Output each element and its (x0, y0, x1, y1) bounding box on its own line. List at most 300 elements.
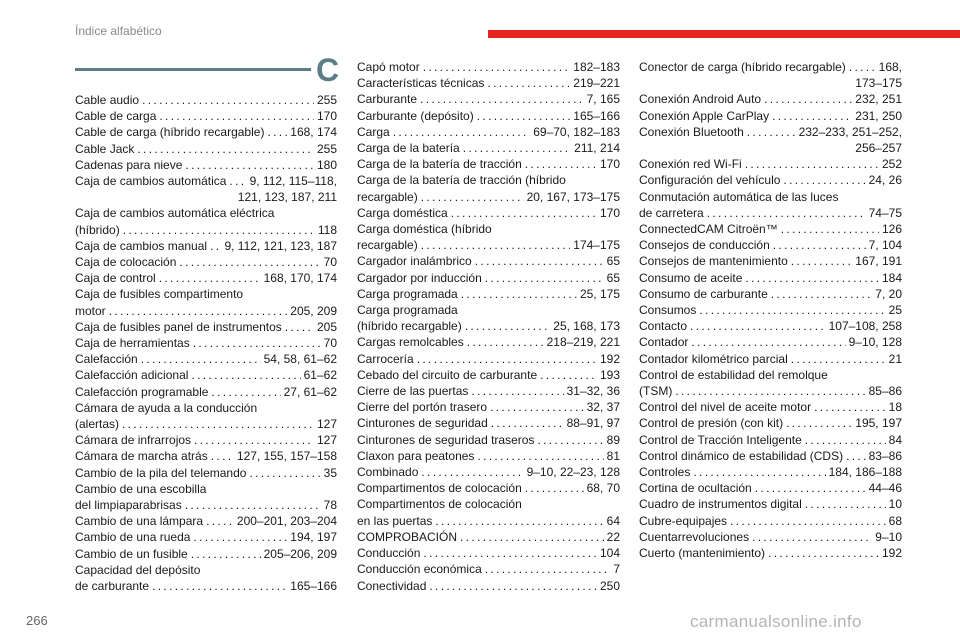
entry-pages: 218–219, 221 (546, 335, 620, 350)
entry-term: Consumos (639, 303, 697, 318)
entry-pages: 168, (878, 60, 902, 74)
dot-leader (421, 464, 523, 480)
dot-leader (421, 189, 524, 205)
entry-pages: 231, 250 (855, 108, 902, 123)
index-entry (75, 529, 337, 545)
dot-leader (461, 286, 577, 302)
entry-term: Consumo de carburante (639, 286, 768, 301)
index-entry (639, 399, 902, 415)
dot-leader (771, 286, 873, 302)
entry-term: Consumo de aceite (639, 270, 743, 285)
entry-term: Cargador por inducción (357, 270, 482, 285)
entry-pages: 7 (613, 562, 620, 577)
entry-term: Conexión red Wi-Fi (639, 157, 742, 172)
index-entry (357, 448, 620, 464)
entry-term: Calefacción (75, 352, 138, 367)
entry-term: Carga programada (357, 286, 458, 301)
entry-pages: 18 (888, 400, 902, 415)
header-title: Índice alfabético (75, 24, 162, 38)
entry-pages: 232–233, 251–252, (798, 124, 902, 139)
entry-term: Carga de la batería (357, 141, 460, 156)
entry-term: Carga doméstica (357, 205, 448, 220)
entry-pages: 127 (316, 433, 337, 448)
entry-term: en las puertas (357, 513, 433, 528)
dot-leader (747, 124, 796, 140)
index-entry (639, 108, 902, 124)
entry-term: Contador kilométrico parcial (639, 351, 788, 366)
entry-term-line: Caja de fusibles compartimento (75, 287, 244, 302)
entry-pages: 127, 155, 157–158 (236, 449, 337, 464)
index-entry (75, 124, 337, 140)
index-entry (75, 173, 337, 189)
entry-pages: 252 (881, 157, 902, 172)
entry-pages: 74–75 (868, 205, 902, 220)
entry-pages: 89 (606, 432, 620, 447)
dot-leader (137, 141, 314, 157)
dot-leader (194, 432, 314, 448)
index-entry (75, 141, 337, 157)
entry-term: Consejos de conducción (639, 238, 770, 253)
entry-term-line: Carga programada (357, 303, 458, 318)
dot-leader (423, 545, 597, 561)
entry-term: Carga (357, 124, 390, 139)
index-entry (357, 383, 620, 399)
dot-leader (191, 546, 261, 562)
entry-term: motor (75, 303, 106, 318)
index-entry (357, 432, 620, 448)
dot-leader (487, 75, 570, 91)
dot-leader (193, 529, 287, 545)
entry-pages: 205 (316, 319, 337, 334)
entry-term: Calefacción programable (75, 384, 209, 399)
entry-pages: 27, 61–62 (283, 384, 337, 399)
index-entry (357, 237, 620, 253)
index-entry (639, 464, 902, 480)
dot-leader (179, 254, 320, 270)
entry-pages: 78 (323, 498, 337, 513)
entry-pages: 70 (323, 336, 337, 351)
entry-pages: 182–183 (573, 60, 620, 74)
dot-leader (786, 415, 852, 431)
dot-leader (491, 415, 564, 431)
entry-pages: 255 (316, 93, 337, 107)
entry-term: Conectividad (357, 578, 427, 593)
index-entry (639, 270, 902, 286)
dot-leader (805, 432, 886, 448)
entry-pages: 9–10, 22–23, 128 (526, 465, 620, 480)
index-entry (357, 108, 620, 124)
entry-pages: 168, 174 (290, 125, 337, 140)
index-entry (639, 318, 902, 334)
entry-pages: 184 (881, 270, 902, 285)
index-entry (75, 448, 337, 464)
index-entry (75, 157, 337, 173)
index-entry (639, 334, 902, 350)
index-entry (75, 254, 337, 270)
index-entry (75, 465, 337, 481)
index-entry (357, 367, 620, 383)
index-entry (357, 286, 620, 302)
index-entry (75, 497, 337, 513)
dot-leader (485, 270, 604, 286)
entry-term: Caja de colocación (75, 255, 177, 270)
index-entry (357, 545, 620, 561)
entry-term-line: Cambio de una escobilla (75, 481, 207, 496)
index-entry (357, 189, 620, 205)
dot-leader (752, 529, 872, 545)
dot-leader (210, 238, 221, 254)
entry-term-line: Control de estabilidad del remolque (639, 367, 828, 382)
entry-term: Cadenas para nieve (75, 157, 183, 172)
entry-pages: 195, 197 (855, 416, 902, 431)
entry-pages: 9–10, 128 (848, 335, 902, 350)
entry-pages-continued: 121, 123, 187, 211 (237, 190, 337, 205)
entry-term: Cambio de una rueda (75, 530, 191, 545)
dot-leader (745, 156, 879, 172)
dot-leader (451, 205, 597, 221)
dot-leader (730, 513, 886, 529)
entry-pages: 232, 251 (855, 92, 902, 107)
entry-pages: 24, 26 (868, 173, 902, 188)
entry-term: Cambio de un fusible (75, 546, 188, 561)
entry-term: Carburante (depósito) (357, 108, 474, 123)
index-column-3 (639, 59, 902, 561)
index-entry (75, 416, 337, 432)
dot-leader (773, 237, 866, 253)
entry-term: Capó motor (357, 60, 420, 74)
dot-leader (485, 561, 611, 577)
entry-term: Configuración del vehículo (639, 173, 781, 188)
entry-term: Caja de cambios manual (75, 238, 208, 253)
index-entry (357, 529, 620, 545)
index-entry (639, 432, 902, 448)
index-entry (75, 238, 337, 254)
index-entry (639, 351, 902, 367)
dot-leader (185, 497, 321, 513)
dot-leader (229, 173, 246, 189)
section-divider (75, 68, 311, 71)
dot-leader (471, 383, 563, 399)
entry-pages: 7, 104 (868, 238, 902, 253)
index-entry (639, 237, 902, 253)
entry-term: Cinturones de seguridad (357, 416, 488, 431)
index-entry (357, 578, 620, 594)
entry-pages: 165–166 (290, 579, 337, 594)
dot-leader (768, 545, 879, 561)
entry-pages: 31–32, 36 (566, 384, 620, 399)
entry-pages: 200–201, 203–204 (236, 514, 337, 529)
dot-leader (791, 351, 886, 367)
dot-leader (805, 496, 886, 512)
entry-pages-continued: 173–175 (855, 76, 902, 91)
index-entry (75, 578, 337, 594)
entry-pages: 107–108, 258 (828, 319, 902, 334)
index-entry (639, 59, 902, 75)
entry-pages: 127 (316, 417, 337, 432)
dot-leader (745, 270, 879, 286)
entry-pages: 10 (888, 497, 902, 512)
entry-term: COMPROBACIÓN (357, 529, 458, 544)
dot-leader (421, 237, 571, 253)
dot-leader (249, 465, 320, 481)
entry-pages: 126 (881, 222, 902, 237)
dot-leader (185, 157, 314, 173)
entry-pages: 194, 197 (290, 530, 337, 545)
entry-term: Control del nivel de aceite motor (639, 400, 812, 415)
entry-term: Cargas remolcables (357, 335, 464, 350)
index-entry (357, 334, 620, 350)
entry-term: Conducción económica (357, 562, 482, 577)
entry-pages: 170 (316, 109, 337, 124)
entry-pages: 25, 175 (579, 286, 620, 301)
entry-term: Combinado (357, 465, 419, 480)
entry-term: Cable de carga (híbrido recargable) (75, 125, 265, 140)
index-entry (357, 561, 620, 577)
index-entry (357, 205, 620, 221)
dot-leader (675, 383, 865, 399)
index-entry (639, 383, 902, 399)
entry-pages: 255 (316, 141, 337, 156)
entry-pages: 61–62 (303, 368, 337, 383)
entry-pages: 170 (599, 205, 620, 220)
index-entry (357, 156, 620, 172)
dot-leader (707, 205, 866, 221)
index-entry (357, 270, 620, 286)
entry-pages: 32, 37 (586, 400, 620, 415)
entry-term: Claxon para peatones (357, 448, 475, 463)
index-entry (639, 496, 902, 512)
entry-term: Carrocería (357, 351, 414, 366)
dot-leader (152, 578, 287, 594)
index-entry (639, 545, 902, 561)
dot-leader (477, 448, 603, 464)
dot-leader (191, 367, 300, 383)
index-entry (639, 156, 902, 172)
index-entry (75, 319, 337, 335)
index-entry (639, 513, 902, 529)
entry-term: Cinturones de seguridad traseros (357, 432, 535, 447)
entry-term: Caja de fusibles panel de instrumentos (75, 319, 282, 334)
entry-pages: 21 (888, 351, 902, 366)
entry-term: (alertas) (75, 417, 120, 432)
index-entry (357, 513, 620, 529)
dot-leader (537, 432, 603, 448)
entry-pages: 22 (606, 529, 620, 544)
entry-term-line: Caja de cambios automática eléctrica (75, 206, 275, 221)
entry-term: Caja de control (75, 271, 156, 286)
index-entry (357, 480, 620, 496)
index-entry (75, 270, 337, 286)
entry-pages: 219–221 (573, 76, 620, 91)
entry-pages: 9, 112, 121, 123, 187 (224, 238, 337, 253)
dot-leader (267, 124, 287, 140)
entry-term-line: Carga de la batería de tracción (híbrido (357, 173, 566, 188)
entry-term: Cable de carga (75, 109, 157, 124)
entry-term: de carburante (75, 579, 150, 594)
index-entry (357, 140, 620, 156)
dot-leader (791, 253, 853, 269)
dot-leader (285, 319, 314, 335)
entry-term-line: Cámara de ayuda a la conducción (75, 400, 258, 415)
dot-leader (764, 91, 852, 107)
index-entry (357, 253, 620, 269)
dot-leader (465, 318, 551, 334)
dot-leader (699, 302, 885, 318)
entry-term: Control de presión (con kit) (639, 416, 784, 431)
entry-pages: 25 (888, 303, 902, 318)
entry-pages: 44–46 (868, 481, 902, 496)
index-entry (75, 384, 337, 400)
entry-pages: 85–86 (868, 384, 902, 399)
entry-pages: 35 (323, 465, 337, 480)
entry-term: Cierre de las puertas (357, 384, 469, 399)
index-entry (75, 92, 337, 108)
index-entry (357, 415, 620, 431)
dot-leader (423, 59, 571, 75)
entry-term: Conducción (357, 546, 421, 561)
index-entry (75, 513, 337, 529)
dot-leader (690, 318, 826, 334)
entry-term-line: Carga doméstica (híbrido (357, 222, 492, 237)
dot-leader (525, 480, 584, 496)
dot-leader (783, 172, 865, 188)
dot-leader (691, 334, 845, 350)
entry-pages: 7, 20 (875, 286, 902, 301)
entry-pages: 25, 168, 173 (553, 319, 620, 334)
entry-pages: 118 (317, 222, 337, 237)
entry-pages: 70 (323, 255, 337, 270)
dot-leader (525, 156, 597, 172)
dot-leader (772, 108, 852, 124)
entry-pages: 205, 209 (290, 303, 337, 318)
index-entry (75, 351, 337, 367)
index-entry (639, 448, 902, 464)
index-column-1 (75, 92, 337, 594)
entry-pages: 84 (888, 432, 902, 447)
entry-pages: 83–86 (868, 448, 902, 463)
dot-leader (420, 91, 584, 107)
dot-leader (814, 399, 886, 415)
page-number: 266 (26, 613, 48, 628)
dot-leader (193, 335, 321, 351)
dot-leader (463, 140, 571, 156)
index-column-2 (357, 59, 620, 594)
index-entry (357, 91, 620, 107)
entry-pages: 9–10 (875, 529, 902, 544)
index-entry (357, 464, 620, 480)
entry-term: Cierre del portón trasero (357, 400, 488, 415)
dot-leader (211, 448, 234, 464)
entry-term: Cambio de la pila del telemando (75, 465, 247, 480)
entry-term: Conexión Apple CarPlay (639, 108, 770, 123)
entry-pages: 104 (599, 546, 620, 561)
entry-pages: 192 (881, 546, 902, 561)
index-entry (639, 286, 902, 302)
entry-pages: 81 (606, 448, 620, 463)
entry-pages: 180 (316, 157, 337, 172)
entry-term: Cable audio (75, 93, 140, 107)
entry-pages: 168, 170, 174 (263, 271, 337, 286)
entry-pages: 211, 214 (574, 141, 620, 156)
entry-pages: 165–166 (573, 108, 620, 123)
entry-term: (híbrido recargable) (357, 319, 462, 334)
section-letter: C (316, 52, 340, 88)
dot-leader (159, 108, 314, 124)
entry-pages: 193 (599, 367, 620, 382)
entry-term-line: Conmutación automática de las luces (639, 189, 839, 204)
index-entry (75, 367, 337, 383)
entry-term: Contador (639, 335, 689, 350)
entry-term: Cuadro de instrumentos digital (639, 497, 802, 512)
index-entry (639, 124, 902, 140)
entry-term: Conector de carga (híbrido recargable) (639, 60, 846, 74)
dot-leader (849, 59, 876, 75)
entry-pages: 7, 165 (586, 92, 620, 107)
index-entry (357, 59, 620, 75)
dot-leader (109, 303, 288, 319)
entry-term: Cambio de una lámpara (75, 514, 204, 529)
entry-term: Carga de la batería de tracción (357, 157, 522, 172)
entry-term: Cámara de infrarrojos (75, 433, 192, 448)
entry-pages: 69–70, 182–183 (533, 124, 620, 139)
dot-leader (490, 399, 584, 415)
entry-term-line: Capacidad del depósito (75, 562, 201, 577)
dot-leader (846, 448, 866, 464)
dot-leader (123, 222, 315, 238)
entry-term: Caja de herramientas (75, 336, 190, 351)
entry-term: Cubre-equipajes (639, 513, 728, 528)
entry-term: Contacto (639, 319, 688, 334)
entry-term: Compartimentos de colocación (357, 481, 522, 496)
entry-term: Control dinámico de estabilidad (CDS) (639, 448, 844, 463)
entry-term: Cortina de ocultación (639, 481, 752, 496)
index-entry (75, 432, 337, 448)
entry-term: Cebado del circuito de carburante (357, 367, 538, 382)
entry-term: ConnectedCAM Citroën™ (639, 222, 778, 237)
entry-pages: 65 (606, 254, 620, 269)
entry-term: Conexión Android Auto (639, 92, 762, 107)
entry-term: Control de Tracción Inteligente (639, 432, 802, 447)
index-entry (357, 75, 620, 91)
dot-leader (141, 351, 261, 367)
entry-pages: 9, 112, 115–118, (249, 174, 337, 189)
dot-leader (460, 529, 604, 545)
dot-leader (477, 108, 571, 124)
entry-term: Cargador inalámbrico (357, 254, 472, 269)
dot-leader (142, 92, 314, 108)
entry-term: Características técnicas (357, 76, 485, 91)
entry-term: Calefacción adicional (75, 368, 189, 383)
entry-term: del limpiaparabrisas (75, 498, 182, 513)
entry-pages: 192 (599, 351, 620, 366)
index-entry (639, 91, 902, 107)
index-entry (357, 318, 620, 334)
index-entry (357, 351, 620, 367)
entry-pages: 205–206, 209 (263, 546, 337, 561)
entry-term: recargable) (357, 238, 418, 253)
dot-leader (693, 464, 825, 480)
dot-leader (755, 480, 866, 496)
entry-pages: 20, 167, 173–175 (526, 189, 620, 204)
dot-leader (540, 367, 597, 383)
dot-leader (206, 513, 234, 529)
entry-pages-continued: 256–257 (855, 141, 902, 156)
dot-leader (781, 221, 879, 237)
index-entry (639, 205, 902, 221)
entry-term: Consejos de mantenimiento (639, 254, 788, 269)
dot-leader (417, 351, 597, 367)
entry-pages: 174–175 (573, 238, 620, 253)
